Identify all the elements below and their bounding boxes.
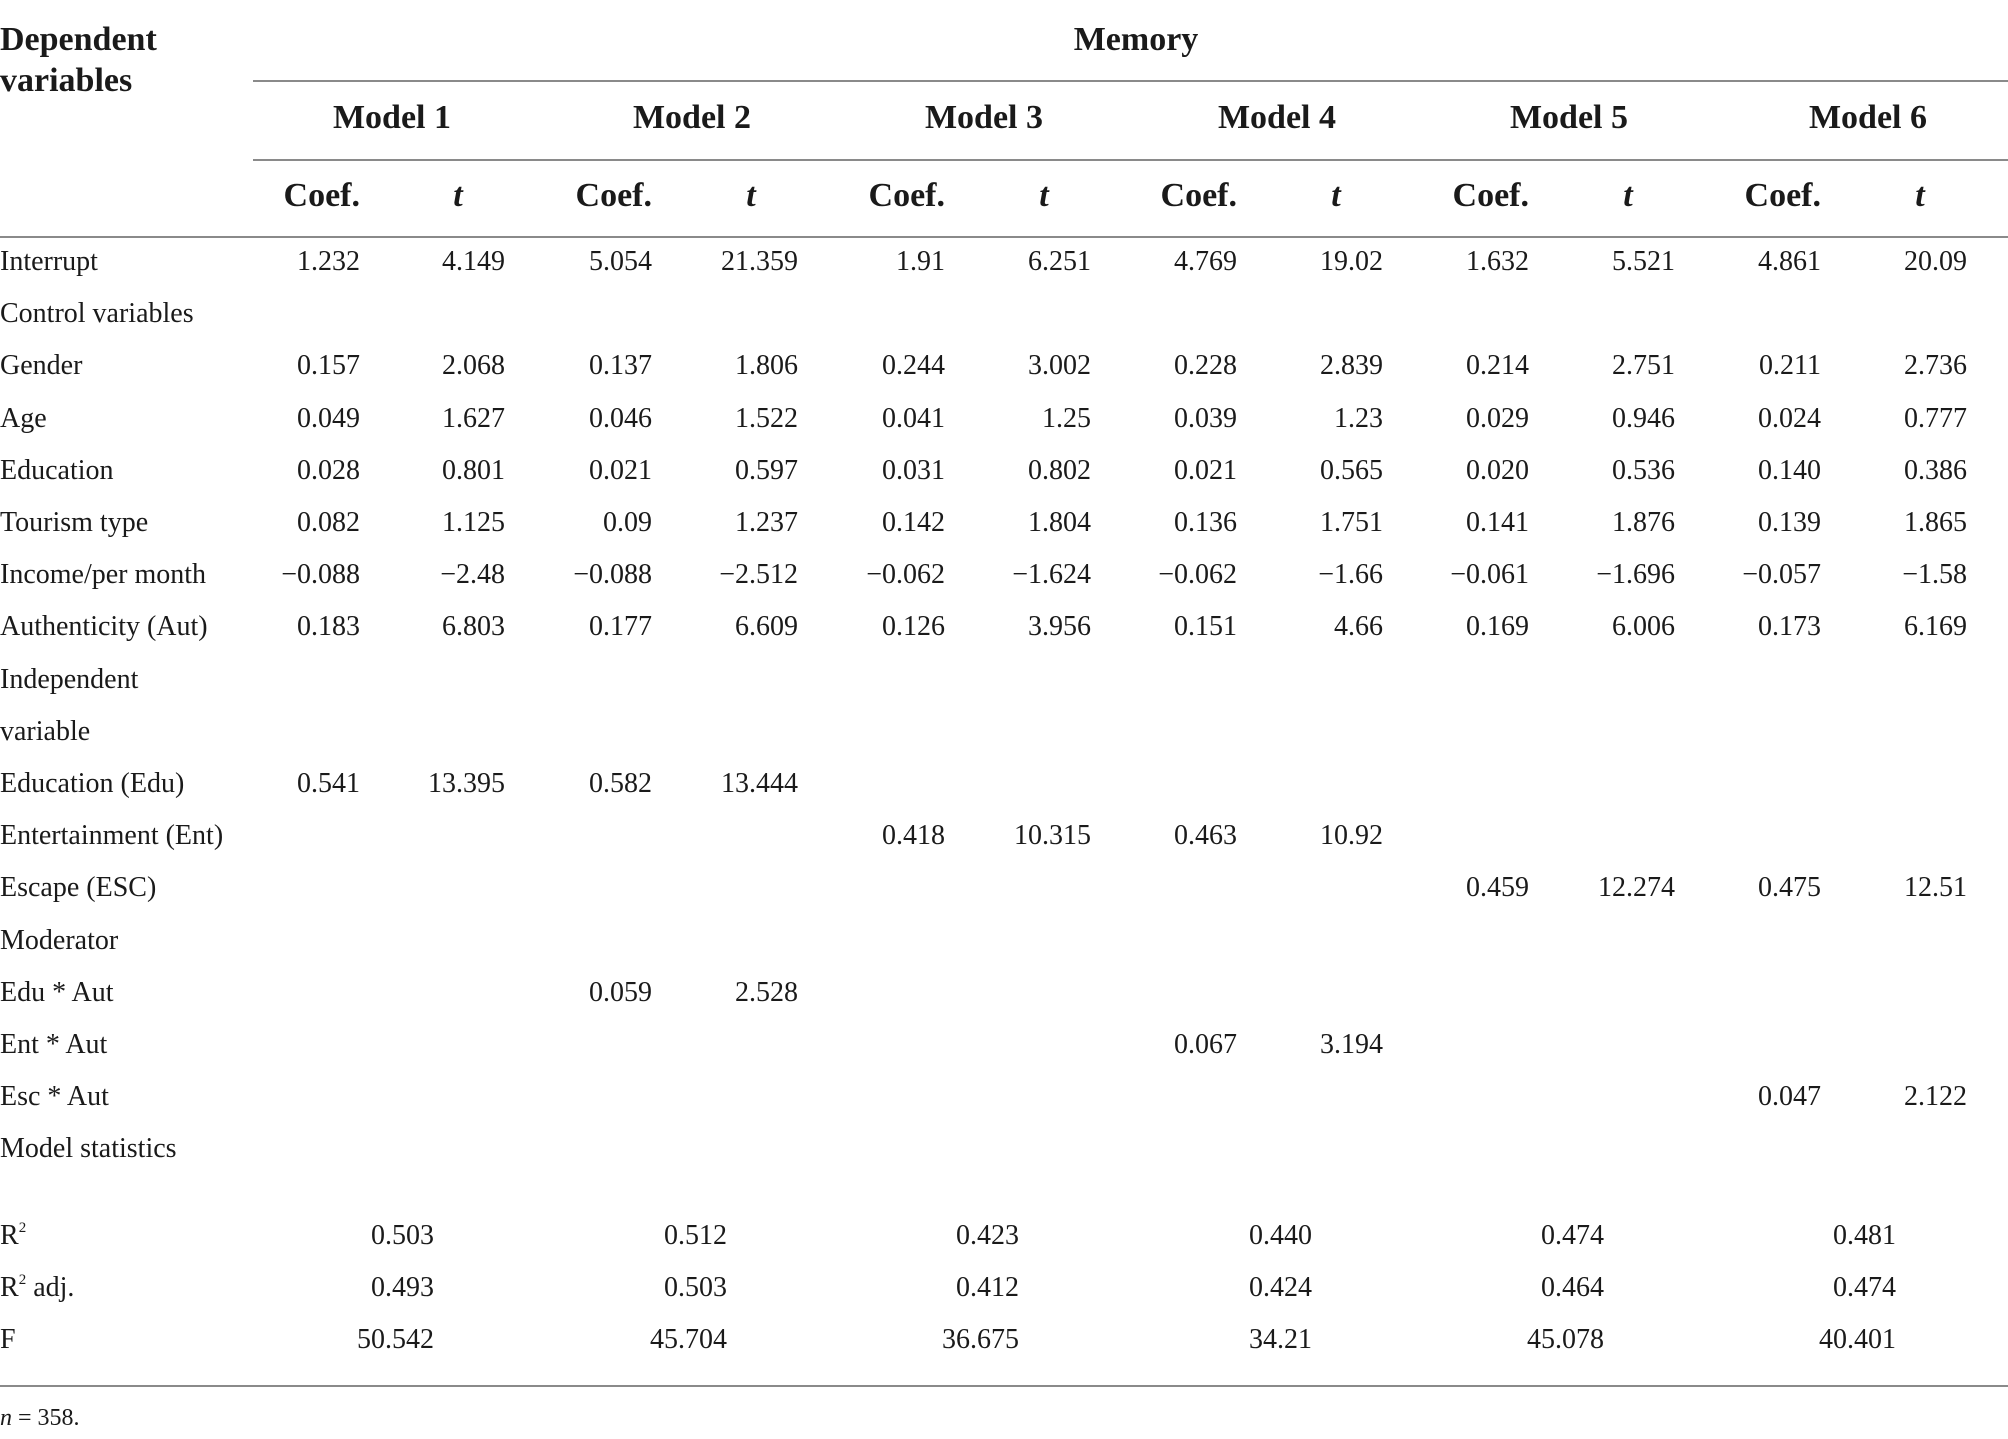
t-value-cell: 2.839 <box>1320 350 1383 382</box>
coef-header-2: Coef. <box>575 177 652 214</box>
t-value-cell: 6.609 <box>735 611 798 643</box>
t-header-5: t <box>1623 177 1633 214</box>
t-value-cell: 1.806 <box>735 350 798 382</box>
stat-value-cell: 0.474 <box>1541 1220 1604 1251</box>
coef-value-cell: 0.228 <box>1174 350 1237 382</box>
model-header-1: Model 1 <box>332 99 452 136</box>
t-value-cell: −1.58 <box>1902 559 1967 591</box>
t-value-cell: 2.068 <box>442 350 505 382</box>
coef-header-4: Coef. <box>1160 177 1237 214</box>
coef-value-cell: 1.91 <box>896 246 945 277</box>
footnote-n: n <box>0 1405 12 1431</box>
coef-value-cell: 0.059 <box>589 976 652 1008</box>
t-value-cell: 2.736 <box>1904 350 1967 382</box>
t-header-3: t <box>1039 177 1049 214</box>
row-label: Income/per month <box>0 559 207 591</box>
t-value-cell: 12.51 <box>1904 872 1967 904</box>
t-value-cell: 1.522 <box>735 402 798 434</box>
row-label: Control variables <box>0 298 194 330</box>
t-value-cell: 4.66 <box>1334 611 1383 643</box>
stat-label-main: F <box>0 1324 16 1355</box>
coef-value-cell: −0.061 <box>1450 559 1529 591</box>
t-value-cell: 0.536 <box>1612 454 1675 486</box>
t-value-cell: −1.624 <box>1012 559 1091 591</box>
coef-value-cell: 0.021 <box>1174 454 1237 486</box>
stat-label-superscript: 2 <box>18 1272 27 1288</box>
coef-value-cell: 0.021 <box>589 454 652 486</box>
stat-value-cell: 0.493 <box>371 1272 434 1303</box>
coef-value-cell: 0.126 <box>882 611 945 643</box>
coef-value-cell: 0.039 <box>1174 402 1237 434</box>
t-value-cell: 13.395 <box>428 768 505 799</box>
coef-value-cell: −0.062 <box>866 559 945 591</box>
coef-value-cell: 0.046 <box>589 402 652 434</box>
model-header-6: Model 6 <box>1808 99 1928 136</box>
rule-under-models <box>253 159 2008 161</box>
stat-value-cell: 0.423 <box>956 1220 1019 1251</box>
t-header-4: t <box>1331 177 1341 214</box>
coef-value-cell: 0.082 <box>297 507 360 538</box>
coef-value-cell: 0.211 <box>1759 350 1821 382</box>
coef-value-cell: 0.214 <box>1466 350 1529 382</box>
coef-value-cell: 1.232 <box>297 246 360 277</box>
coef-value-cell: 0.173 <box>1758 611 1821 643</box>
coef-value-cell: 0.041 <box>882 402 945 434</box>
coef-value-cell: 0.183 <box>297 611 360 643</box>
t-value-cell: 19.02 <box>1320 246 1383 277</box>
rule-under-column-heads <box>0 236 2008 238</box>
t-value-cell: 13.444 <box>721 768 798 799</box>
coef-value-cell: 0.067 <box>1174 1029 1237 1060</box>
coef-value-cell: 0.157 <box>297 350 360 382</box>
t-value-cell: 1.25 <box>1042 402 1091 434</box>
t-value-cell: 6.006 <box>1612 611 1675 643</box>
stat-label-main: R <box>0 1272 19 1303</box>
t-value-cell: 6.803 <box>442 611 505 643</box>
stat-value-cell: 0.503 <box>664 1272 727 1303</box>
t-value-cell: 0.565 <box>1320 454 1383 486</box>
t-header-2: t <box>746 177 756 214</box>
coef-value-cell: 0.244 <box>882 350 945 382</box>
stat-value-cell: 45.078 <box>1527 1324 1604 1355</box>
coef-value-cell: 0.031 <box>882 454 945 486</box>
stat-value-cell: 36.675 <box>942 1324 1019 1355</box>
t-value-cell: 2.122 <box>1904 1081 1967 1113</box>
coef-header-3: Coef. <box>868 177 945 214</box>
t-value-cell: 0.597 <box>735 454 798 486</box>
coef-value-cell: 0.139 <box>1758 507 1821 538</box>
row-label: Escape (ESC) <box>0 872 157 904</box>
stat-value-cell: 0.464 <box>1541 1272 1604 1303</box>
t-value-cell: 0.386 <box>1904 454 1967 486</box>
coef-value-cell: 0.418 <box>882 820 945 852</box>
t-value-cell: −2.48 <box>440 559 505 591</box>
row-label: Moderator <box>0 924 119 956</box>
t-header-1: t <box>453 177 463 214</box>
stat-label-main: R <box>0 1220 19 1251</box>
model-header-3: Model 3 <box>924 99 1044 136</box>
coef-value-cell: 0.475 <box>1758 872 1821 904</box>
model-header-2: Model 2 <box>632 99 752 136</box>
coef-value-cell: 1.632 <box>1466 246 1529 277</box>
t-value-cell: 0.801 <box>442 454 505 486</box>
coef-value-cell: 0.151 <box>1174 611 1237 643</box>
row-label: Independent <box>0 663 139 695</box>
coef-value-cell: 4.769 <box>1174 246 1237 277</box>
stat-value-cell: 0.424 <box>1249 1272 1312 1303</box>
coef-value-cell: −0.057 <box>1742 559 1821 591</box>
coef-value-cell: 0.459 <box>1466 872 1529 904</box>
coef-header-6: Coef. <box>1744 177 1821 214</box>
t-value-cell: 1.751 <box>1320 507 1383 538</box>
stat-label-superscript: 2 <box>18 1220 27 1236</box>
stat-value-cell: 0.412 <box>956 1272 1019 1303</box>
dependent-variables-label-line1: Dependent <box>0 21 157 58</box>
coef-value-cell: 5.054 <box>589 246 652 277</box>
t-value-cell: 1.804 <box>1028 507 1091 538</box>
stat-value-cell: 0.512 <box>664 1220 727 1251</box>
coef-value-cell: 0.463 <box>1174 820 1237 852</box>
coef-value-cell: 0.09 <box>603 507 652 538</box>
row-label: Model statistics <box>0 1133 177 1165</box>
row-label: Education <box>0 454 114 486</box>
stat-value-cell: 40.401 <box>1819 1324 1896 1355</box>
t-value-cell: 2.751 <box>1612 350 1675 382</box>
coef-value-cell: 0.020 <box>1466 454 1529 486</box>
stat-label-suffix: adj. <box>26 1272 75 1303</box>
coef-header-5: Coef. <box>1452 177 1529 214</box>
coef-value-cell: −0.062 <box>1158 559 1237 591</box>
stat-label <box>0 1323 16 1357</box>
t-value-cell: 1.876 <box>1612 507 1675 538</box>
coef-value-cell: 0.049 <box>297 402 360 434</box>
stat-label <box>0 1271 74 1305</box>
stat-value-cell: 45.704 <box>650 1324 727 1355</box>
t-value-cell: 3.956 <box>1028 611 1091 643</box>
footnote <box>0 1401 80 1435</box>
coef-value-cell: 0.047 <box>1758 1081 1821 1113</box>
coef-value-cell: 0.582 <box>589 768 652 799</box>
t-value-cell: −1.696 <box>1596 559 1675 591</box>
coef-header-1: Coef. <box>283 177 360 214</box>
model-header-4: Model 4 <box>1217 99 1337 136</box>
row-label: variable <box>0 715 91 747</box>
t-value-cell: 1.627 <box>442 402 505 434</box>
coef-value-cell: 0.137 <box>589 350 652 382</box>
t-value-cell: 12.274 <box>1598 872 1675 904</box>
coef-value-cell: 0.024 <box>1758 402 1821 434</box>
coef-value-cell: 0.142 <box>882 507 945 538</box>
memory-group-title: Memory <box>1073 21 1199 58</box>
stat-value-cell: 0.481 <box>1833 1220 1896 1251</box>
coef-value-cell: −0.088 <box>281 559 360 591</box>
coef-value-cell: 0.136 <box>1174 507 1237 538</box>
row-label: Edu * Aut <box>0 976 114 1008</box>
t-value-cell: 6.169 <box>1904 611 1967 643</box>
t-value-cell: 1.237 <box>735 507 798 538</box>
row-label: Gender <box>0 350 83 382</box>
stat-label <box>0 1219 26 1253</box>
row-label: Entertainment (Ent) <box>0 820 224 852</box>
row-label: Education (Edu) <box>0 768 185 799</box>
stat-value-cell: 34.21 <box>1249 1324 1312 1355</box>
footnote-value: = 358. <box>12 1405 80 1431</box>
t-value-cell: 10.92 <box>1320 820 1383 852</box>
coef-value-cell: 0.028 <box>297 454 360 486</box>
t-value-cell: 3.002 <box>1028 350 1091 382</box>
t-value-cell: 10.315 <box>1014 820 1091 852</box>
stat-value-cell: 50.542 <box>357 1324 434 1355</box>
t-value-cell: 5.521 <box>1612 246 1675 277</box>
stat-value-cell: 0.503 <box>371 1220 434 1251</box>
model-header-5: Model 5 <box>1509 99 1629 136</box>
t-header-6: t <box>1915 177 1925 214</box>
coef-value-cell: 0.177 <box>589 611 652 643</box>
row-label: Esc * Aut <box>0 1081 109 1113</box>
row-label: Ent * Aut <box>0 1029 108 1060</box>
t-value-cell: 1.865 <box>1904 507 1967 538</box>
rule-table-bottom <box>0 1385 2008 1387</box>
coef-value-cell: −0.088 <box>573 559 652 591</box>
t-value-cell: 3.194 <box>1320 1029 1383 1060</box>
coef-value-cell: 0.541 <box>297 768 360 799</box>
t-value-cell: 21.359 <box>721 246 798 277</box>
t-value-cell: 20.09 <box>1904 246 1967 277</box>
t-value-cell: −1.66 <box>1318 559 1383 591</box>
t-value-cell: 6.251 <box>1028 246 1091 277</box>
dependent-variables-label-line2: variables <box>0 62 133 99</box>
coef-value-cell: 4.861 <box>1758 246 1821 277</box>
row-label: Interrupt <box>0 246 98 277</box>
t-value-cell: 4.149 <box>442 246 505 277</box>
stat-value-cell: 0.440 <box>1249 1220 1312 1251</box>
t-value-cell: 1.23 <box>1334 402 1383 434</box>
t-value-cell: 0.777 <box>1904 402 1967 434</box>
t-value-cell: 0.946 <box>1612 402 1675 434</box>
t-value-cell: 1.125 <box>442 507 505 538</box>
row-label: Tourism type <box>0 507 149 538</box>
coef-value-cell: 0.029 <box>1466 402 1529 434</box>
t-value-cell: 0.802 <box>1028 454 1091 486</box>
coef-value-cell: 0.169 <box>1466 611 1529 643</box>
t-value-cell: −2.512 <box>719 559 798 591</box>
coef-value-cell: 0.141 <box>1466 507 1529 538</box>
stat-value-cell: 0.474 <box>1833 1272 1896 1303</box>
row-label: Age <box>0 402 47 434</box>
coef-value-cell: 0.140 <box>1758 454 1821 486</box>
t-value-cell: 2.528 <box>735 976 798 1008</box>
row-label: Authenticity (Aut) <box>0 611 208 643</box>
rule-under-memory <box>253 80 2008 82</box>
